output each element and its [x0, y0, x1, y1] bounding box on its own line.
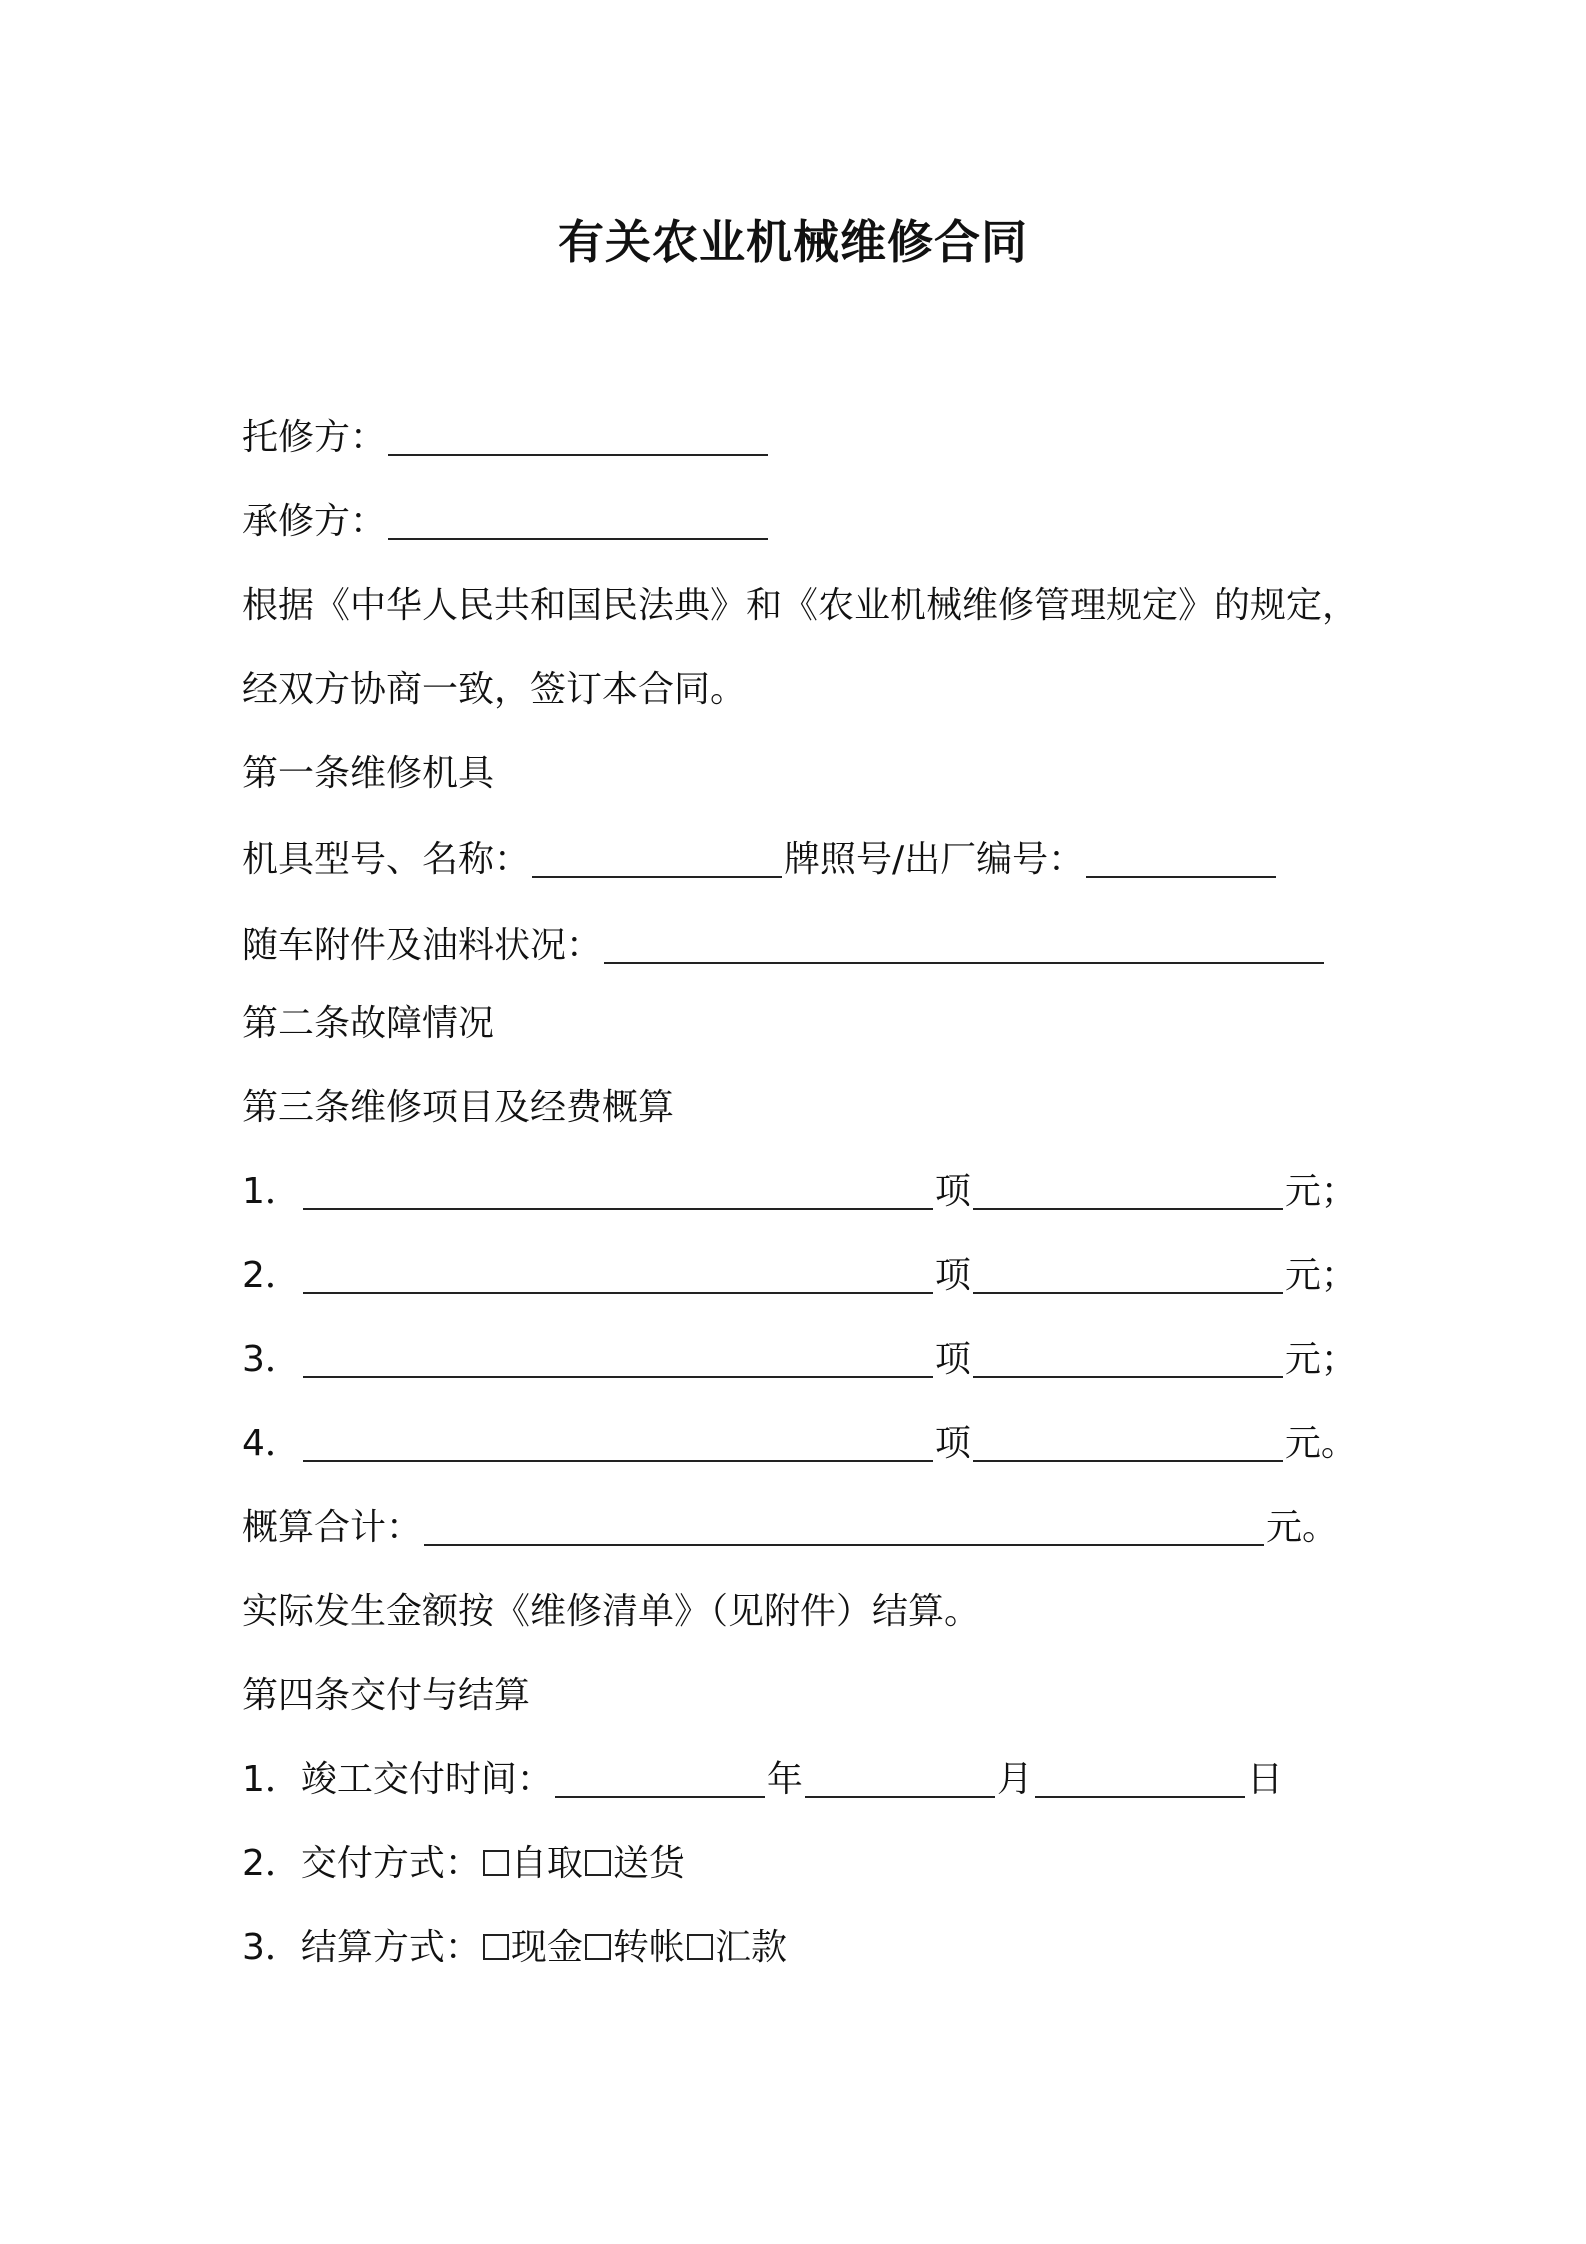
model-label: 机具型号、名称：: [242, 839, 531, 880]
preamble-line-2: 经双方协商一致，签订本合同。: [242, 669, 747, 710]
repair-item-number: 3．: [242, 1339, 301, 1380]
document-title: 有关农业机械维修合同: [558, 215, 1028, 269]
total-blank[interactable]: [424, 1500, 1264, 1546]
repair-cost-blank[interactable]: [973, 1416, 1283, 1462]
client-line: [242, 410, 770, 466]
self-pickup-option: 自取: [510, 1843, 583, 1884]
delivery-method-label: 2．交付方式：: [242, 1843, 481, 1884]
repair-item-blank[interactable]: [303, 1164, 933, 1210]
article-1-heading: 第一条维修机具: [242, 753, 495, 794]
model-blank[interactable]: [532, 832, 782, 878]
year-label: 年: [766, 1759, 803, 1800]
repair-item-row: [242, 1164, 1357, 1220]
repair-item-number: 4．: [242, 1423, 301, 1464]
contractor-line: [242, 494, 770, 550]
repair-item-number: 2．: [242, 1255, 301, 1296]
accessories-label: 随车附件及油料状况：: [242, 925, 603, 966]
delivery-checkbox[interactable]: [585, 1850, 611, 1876]
payment-method-line: [242, 1920, 787, 1976]
repair-cost-unit: 元；: [1284, 1171, 1357, 1212]
delivery-method-line: [242, 1836, 685, 1892]
machine-model-line: [242, 832, 1278, 888]
month-label: 月: [996, 1759, 1033, 1800]
payment-method-label: 3．结算方式：: [242, 1927, 481, 1968]
day-blank[interactable]: [1035, 1752, 1245, 1798]
repair-item-word: 项: [934, 1255, 971, 1296]
repair-cost-unit: 元。: [1284, 1423, 1357, 1464]
remittance-checkbox[interactable]: [687, 1934, 713, 1960]
contractor-blank[interactable]: [388, 494, 768, 540]
cash-option: 现金: [510, 1927, 583, 1968]
repair-cost-blank[interactable]: [973, 1248, 1283, 1294]
repair-item-blank[interactable]: [303, 1332, 933, 1378]
estimate-total-line: [242, 1500, 1338, 1556]
repair-item-word: 项: [934, 1339, 971, 1380]
repair-cost-blank[interactable]: [973, 1164, 1283, 1210]
repair-item-word: 项: [934, 1171, 971, 1212]
repair-cost-blank[interactable]: [973, 1332, 1283, 1378]
delivery-option: 送货: [612, 1843, 685, 1884]
remittance-option: 汇款: [714, 1927, 787, 1968]
total-label: 概算合计：: [242, 1507, 423, 1548]
client-blank[interactable]: [388, 410, 768, 456]
accessories-line: [242, 918, 1326, 974]
settlement-note: 实际发生金额按《维修清单》（见附件）结算。: [242, 1591, 981, 1632]
year-blank[interactable]: [555, 1752, 765, 1798]
plate-blank[interactable]: [1086, 832, 1276, 878]
transfer-checkbox[interactable]: [585, 1934, 611, 1960]
repair-item-blank[interactable]: [303, 1248, 933, 1294]
delivery-time-line: [242, 1752, 1283, 1808]
article-2-heading: 第二条故障情况: [242, 1003, 495, 1044]
repair-item-row: [242, 1332, 1357, 1388]
cash-checkbox[interactable]: [483, 1934, 509, 1960]
self-pickup-checkbox[interactable]: [483, 1850, 509, 1876]
preamble-line-1: 根据《中华人民共和国民法典》和《农业机械维修管理规定》的规定，: [242, 585, 1359, 626]
transfer-option: 转帐: [612, 1927, 685, 1968]
client-label: 托修方：: [242, 417, 387, 458]
plate-label: 牌照号/出厂编号：: [784, 839, 1085, 880]
article-3-heading: 第三条维修项目及经费概算: [242, 1087, 675, 1128]
repair-cost-unit: 元；: [1284, 1255, 1357, 1296]
day-label: 日: [1246, 1759, 1283, 1800]
contractor-label: 承修方：: [242, 501, 387, 542]
delivery-time-label: 1．竣工交付时间：: [242, 1759, 553, 1800]
article-4-heading: 第四条交付与结算: [242, 1675, 531, 1716]
accessories-blank[interactable]: [604, 918, 1324, 964]
repair-item-word: 项: [934, 1423, 971, 1464]
total-unit: 元。: [1266, 1507, 1339, 1548]
repair-cost-unit: 元；: [1284, 1339, 1357, 1380]
repair-item-row: [242, 1416, 1357, 1472]
repair-item-number: 1．: [242, 1171, 301, 1212]
month-blank[interactable]: [805, 1752, 995, 1798]
repair-item-blank[interactable]: [303, 1416, 933, 1462]
repair-item-row: [242, 1248, 1357, 1304]
